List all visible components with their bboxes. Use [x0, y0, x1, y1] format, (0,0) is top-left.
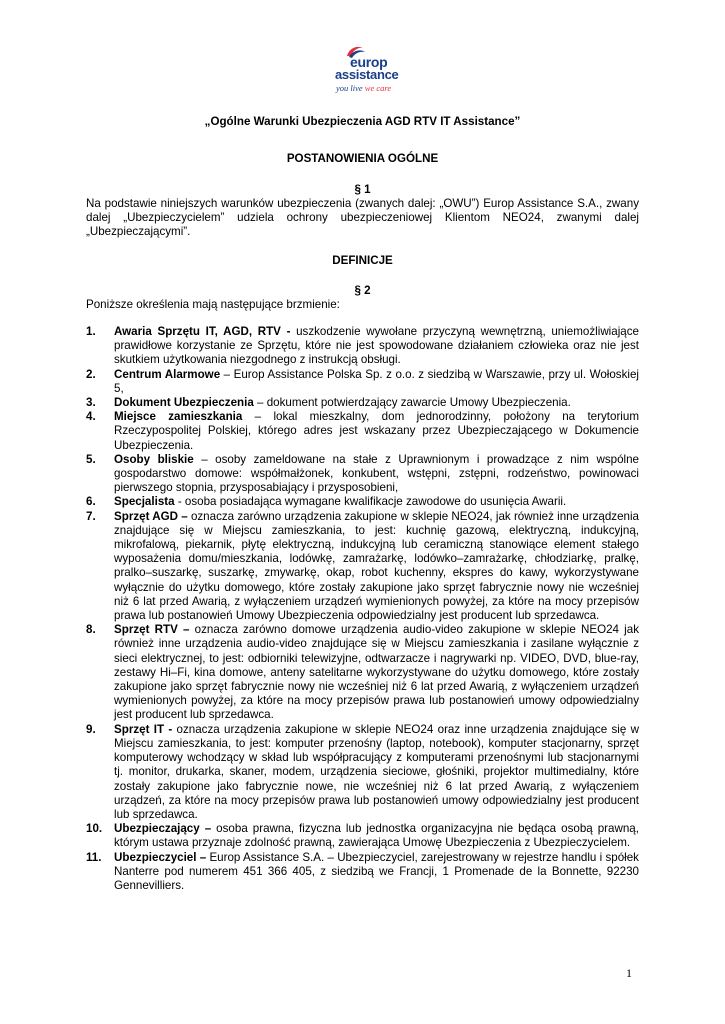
section-heading-general: POSTANOWIENIA OGÓLNE [286, 152, 439, 165]
logo-word-europ: europ [350, 54, 388, 70]
definition-item [86, 510, 639, 624]
definition-number: 2. [86, 367, 96, 381]
definition-number: 7. [86, 509, 96, 523]
definition-text: – osoby zameldowane na stałe z Uprawnionym i prowadzące z nim wspólne gospodarstwo domowe: współmałżonek, konkubent, wstępni, zstępni, rodzeństwo, powinowaci pierwszego stopnia, przysposabiający i przysposobieni, [114, 452, 639, 495]
document-title: „Ogólne Warunki Ubezpieczenia AGD RTV IT Assistance” [204, 115, 521, 128]
definition-number: 8. [86, 623, 96, 637]
definition-number: 11. [86, 850, 102, 864]
definition-text: – lokal mieszkalny, dom jednorodzinny, położony na terytorium Rzeczypospolitej Polskiej, którego adres jest wskazany przez Ubezpieczającego w Dokumencie Ubezpieczenia. [114, 410, 639, 452]
definition-term: Sprzęt IT - [114, 722, 173, 736]
definition-item [86, 410, 639, 453]
definition-term: Ubezpieczający – [114, 822, 212, 836]
definition-term: Ubezpieczyciel – [114, 850, 207, 864]
definition-text: osoba prawna, fizyczna lub jednostka organizacyjna nie będąca osobą prawną, którym ustawa przyznaje zdolność prawną, zawierająca Umowę Ubezpieczenia z Ubezpieczycielem. [114, 822, 639, 850]
definition-text: – Europ Assistance Polska Sp. z o.o. z siedzibą w Warszawie, przy ul. Wołoskiej 5, [114, 367, 640, 395]
definition-term: Centrum Alarmowe [114, 367, 221, 381]
definition-item [86, 822, 639, 850]
definition-item [86, 723, 639, 822]
definition-term: Sprzęt RTV – [114, 623, 190, 637]
definition-item [86, 453, 639, 496]
definition-term: Awaria Sprzętu IT, AGD, RTV - [114, 325, 291, 338]
definition-item [86, 495, 639, 509]
definition-item [86, 368, 639, 396]
definition-number: 5. [86, 452, 96, 466]
logo-word-assistance: assistance [335, 67, 399, 82]
definition-item [86, 851, 639, 894]
definition-text: - osoba posiadająca wymagane kwalifikacje zawodowe do usunięcia Awarii. [174, 495, 567, 509]
definition-number: 1. [86, 325, 96, 338]
paragraph-mark-1: § 1 [354, 183, 371, 196]
definition-term: Specjalista [114, 495, 175, 509]
definition-term: Sprzęt AGD – [114, 509, 188, 523]
definition-text: oznacza zarówno urządzenia zakupione w sklepie NEO24, jak również inne urządzenia znajdujące się w Miejscu zamieszkania, to jest: kuchnię gazową, elektryczną, indukcyjną, mikrofalową, piekarnik, płytę elektryczną, indukcyjną lub ceramiczną stanowiące element stałego wyposażenia domu/mieszkania, lodówkę, zamrażarkę, lodówko–zamrażarkę, chłodziarkę, pralkę, pralko–suszarkę, suszarkę, zmywarkę, okap, robot kuchenny, ekspres do kawy, wykorzystywane wyłącznie do użytku domowego, które zostały zakupione jako sprzęt fabrycznie nowy nie wcześniej niż 6 lat przed Awarią, z wyłączeniem urządzeń wymienionych powyżej, za które na mocy przepisów prawa lub postanowień Umowy Ubezpieczenia odpowiedzialny jest producent lub sprzedawca. [114, 509, 640, 623]
paragraph-2-lead: Poniższe określenia mają następujące brzmienie: [86, 298, 340, 311]
page-number: 1 [626, 966, 632, 980]
definition-number: 9. [86, 722, 96, 736]
definition-item [86, 623, 639, 722]
definition-text: uszkodzenie wywołane przyczyną wewnętrzną, uniemożliwiające prawidłowe korzystanie ze Sprzętu, które nie jest spowodowane działaniem człowieka oraz nie jest skutkiem użytkowania niezgodnego z instrukcją obsługi. [114, 325, 639, 367]
definition-term: Miejsce zamieszkania [114, 410, 243, 424]
logo-tagline-part-a: you live [336, 83, 363, 93]
definition-number: 10. [86, 822, 103, 836]
definition-number: 6. [86, 495, 96, 509]
definition-text: oznacza zarówno domowe urządzenia audio-video zakupione w sklepie NEO24 jak również inne urządzenia audio-video znajdujące się w Miejscu zamieszkania i zasilane wyłącznie z sieci elektrycznej, to jest: odbiorniki telewizyjne, odtwarzacze i nagrywarki np. VIDEO, DVD, blue-ray, zestawy Hi–Fi, kina domowe, anteny satelitarne wykorzystywane do użytku domowego, które zostały zakupione jako sprzęt fabrycznie nowy nie wcześniej niż 6 lat przed Awarią, z wyłączeniem urządzeń wymienionych powyżej, za które na mocy przepisów prawa lub postanowień umowy odpowiedzialny jest producent lub sprzedawca. [114, 623, 639, 722]
logo-tagline [336, 83, 391, 93]
definition-number: 4. [86, 410, 96, 424]
logo-tagline-part-b: we care [362, 83, 392, 93]
europ-assistance-logo [333, 46, 399, 102]
definition-term: Dokument Ubezpieczenia [114, 396, 254, 410]
definition-text: oznacza urządzenia zakupione w sklepie NEO24 oraz inne urządzenia znajdujące się w Miejscu zamieszkania, to jest: komputer przenośny (laptop, notebook), komputer stacjonarny, sprzęt komputerowy wchodzący w skład lub współpracujący z komputerami przenośnymi lub stacjonarnymi tj. monitor, drukarka, skaner, modem, urządzenia sieciowe, głośniki, projektor multimedialny, które zostały zakupione jako fabrycznie nowe, nie wcześniej niż 6 lat przed Awarią, z wyłączeniem urządzeń, za które na mocy przepisów prawa lub postanowień umowy odpowiedzialny jest producent lub sprzedawca. [114, 722, 639, 821]
definition-text: Europ Assistance S.A. – Ubezpieczyciel, zarejestrowany w rejestrze handlu i spółek Nanterre pod numerem 451 366 405, z siedzibą we Francji, 1 Promenade de la Bonnette, 92230 Gennevilliers. [114, 850, 639, 892]
definition-number: 3. [86, 396, 96, 410]
definitions-list [86, 325, 639, 893]
definition-item [86, 325, 639, 368]
definition-item [86, 396, 639, 410]
definition-term: Osoby bliskie [114, 452, 194, 466]
paragraph-1-text: Na podstawie niniejszych warunków ubezpieczenia (zwanych dalej: „OWU”) Europ Assistance S.A., zwany dalej „Ubezpieczycielem” udziela ochrony ubezpieczeniowej Klientom NEO24, zwanymi dalej „Ubezpieczającymi”. [86, 197, 639, 239]
section-heading-definitions: DEFINICJE [332, 254, 393, 267]
paragraph-mark-2: § 2 [354, 284, 371, 297]
definition-text: – dokument potwierdzający zawarcie Umowy Ubezpieczenia. [253, 396, 571, 410]
